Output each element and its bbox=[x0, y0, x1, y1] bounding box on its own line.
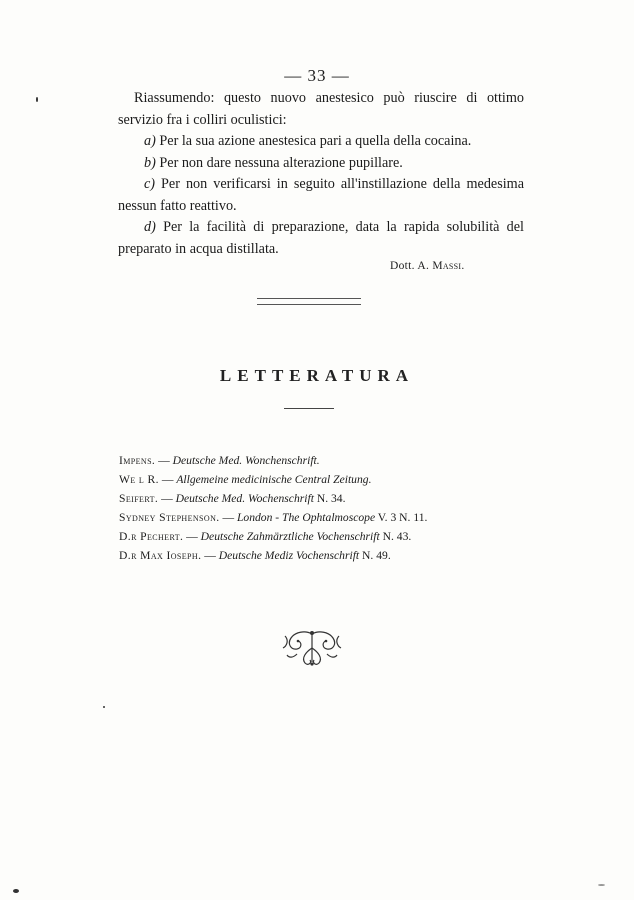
reference-author: D.r Pechert. bbox=[119, 530, 184, 543]
item-label: d) bbox=[144, 219, 156, 235]
reference-item bbox=[119, 451, 499, 470]
list-item bbox=[118, 131, 524, 153]
item-label: b) bbox=[144, 154, 156, 171]
item-text: Per la facilità di preparazione, data la rapida solubilità del preparato in acqua distillata. bbox=[118, 219, 524, 257]
speck bbox=[36, 97, 38, 102]
item-label: c) bbox=[144, 176, 156, 192]
list-item bbox=[118, 174, 524, 217]
reference-title: Deutsche Mediz Vochenschrift bbox=[218, 549, 360, 562]
reference-item bbox=[119, 527, 499, 546]
reference-list bbox=[119, 451, 499, 565]
ornament-icon bbox=[281, 628, 343, 668]
reference-author: D.r Max Ioseph. bbox=[119, 549, 202, 562]
speck bbox=[13, 889, 19, 893]
reference-extra: N. 49. bbox=[359, 549, 391, 562]
speck bbox=[103, 706, 105, 708]
reference-separator: — bbox=[155, 454, 173, 467]
short-divider bbox=[284, 408, 334, 409]
reference-author: Seifert. bbox=[119, 492, 159, 505]
reference-author: Impens. bbox=[119, 454, 156, 467]
page-number: — 33 — bbox=[284, 66, 350, 85]
reference-item bbox=[119, 470, 499, 489]
item-text: Per non verificarsi in seguito all'instillazione della medesima nessun fatto reattivo. bbox=[118, 176, 525, 214]
reference-title: Allgemeine medicinische Central Zeitung. bbox=[176, 473, 372, 486]
list-item bbox=[118, 217, 524, 260]
reference-separator: — bbox=[201, 549, 219, 562]
reference-title: London - The Ophtalmoscope bbox=[236, 511, 376, 524]
author-signature bbox=[390, 260, 465, 272]
reference-extra: N. 34. bbox=[313, 492, 346, 505]
reference-separator: — bbox=[183, 530, 201, 543]
reference-item bbox=[119, 546, 499, 565]
body-text bbox=[118, 88, 524, 260]
reference-author: We l R. bbox=[119, 473, 159, 486]
item-text: Per non dare nessuna alterazione pupillare. bbox=[159, 154, 403, 171]
author-surname: Massi. bbox=[432, 260, 465, 272]
reference-separator: — bbox=[158, 492, 176, 505]
reference-separator: — bbox=[219, 511, 237, 524]
reference-extra: N. 43. bbox=[379, 530, 412, 543]
reference-separator: — bbox=[158, 473, 177, 486]
section-heading: LETTERATURA bbox=[219, 366, 415, 385]
reference-title: Deutsche Med. Wochenschrift bbox=[175, 492, 314, 505]
intro-paragraph: Riassumendo: questo nuovo anestesico può riuscire di ottimo servizio fra i colliri oculistici: bbox=[118, 90, 524, 128]
list-item bbox=[118, 153, 524, 175]
reference-title: Deutsche Zahmärztliche Vochenschrift bbox=[200, 530, 380, 543]
item-label: a) bbox=[144, 133, 156, 149]
reference-extra: V. 3 N. 11. bbox=[375, 511, 428, 524]
reference-author: Sydney Stephenson. bbox=[119, 511, 220, 524]
reference-item bbox=[119, 489, 499, 508]
item-text: Per la sua azione anestesica pari a quella della cocaina. bbox=[159, 133, 472, 149]
double-divider bbox=[257, 298, 361, 305]
author-prefix: Dott. A. bbox=[390, 260, 430, 272]
speck bbox=[598, 884, 605, 886]
reference-title: Deutsche Med. Wonchenschrift. bbox=[172, 454, 320, 467]
reference-item bbox=[119, 508, 499, 527]
